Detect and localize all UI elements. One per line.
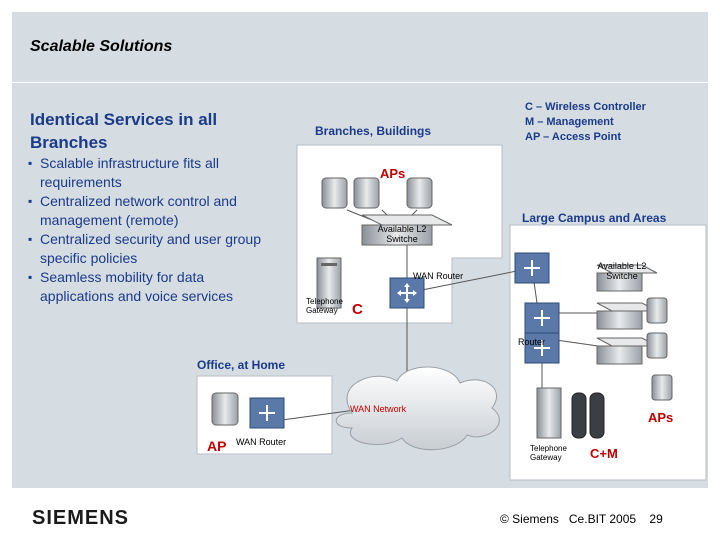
wan-network-label: WAN Network	[350, 404, 407, 414]
bullet-item: ▪ Centralized security and user group specific policies	[30, 230, 280, 268]
office-wan-router	[250, 398, 284, 428]
campus-cm-label: C+M	[590, 446, 618, 461]
legend-line-access-point: AP – Access Point	[525, 131, 621, 143]
footer-copyright: © Siemens	[500, 512, 559, 526]
office-ap-label: AP	[207, 438, 227, 454]
branch-switch-label: Available L2 Switche	[377, 224, 427, 244]
branch-gateway-label: Telephone Gateway	[306, 297, 343, 315]
section-heading-line2: Branches	[30, 133, 108, 152]
campus-switch-label: Available L2 Switche	[597, 261, 647, 281]
campus-title: Large Campus and Areas	[522, 211, 667, 225]
campus-gateway-label: Telephone Gateway	[530, 444, 567, 462]
branch-controller-label: C	[352, 301, 363, 318]
bullet-item: ▪ Seamless mobility for data applications and voice services	[30, 268, 280, 306]
section-heading-line1: Identical Services in all	[30, 110, 218, 129]
branch-wan-router	[390, 278, 424, 308]
campus-telephone-gateway	[537, 388, 561, 438]
campus-aps-label: APs	[648, 410, 674, 425]
slide-header	[12, 12, 708, 82]
office-wan-router-label: WAN Router	[236, 437, 287, 447]
branch-access-points	[322, 178, 432, 208]
siemens-logo: SIEMENS	[32, 507, 130, 529]
footer-info	[500, 512, 663, 526]
legend-line-controller: C – Wireless Controller	[525, 101, 646, 113]
office-access-point	[212, 393, 238, 425]
branch-wan-router-label: WAN Router	[413, 271, 464, 281]
campus-router-label: Router	[518, 337, 546, 347]
campus-router-middle	[525, 303, 559, 333]
footer-event: Ce.BIT 2005	[568, 512, 637, 526]
diagram-legend	[525, 100, 646, 145]
branch-aps-label: APs	[380, 166, 406, 181]
bullet-item: ▪ Centralized network control and management (remote)	[30, 192, 280, 230]
campus-router-top	[515, 253, 549, 283]
legend-line-management: M – Management	[525, 116, 614, 128]
bullet-item: ▪ Scalable infrastructure fits all requirements	[30, 154, 280, 192]
footer-page-number: 29	[649, 512, 663, 526]
branches-title: Branches, Buildings	[315, 124, 432, 138]
office-title: Office, at Home	[197, 358, 286, 372]
slide-title: Scalable Solutions	[30, 38, 173, 55]
